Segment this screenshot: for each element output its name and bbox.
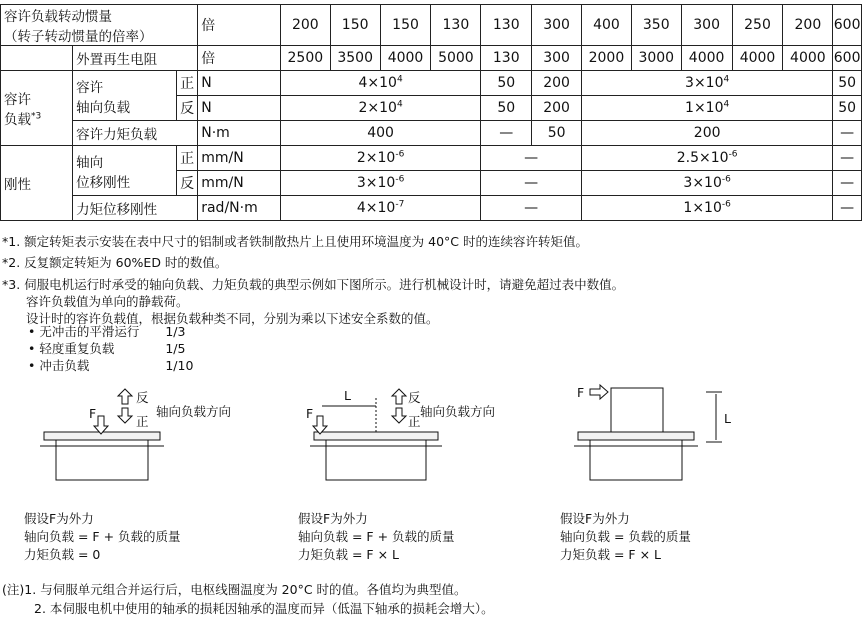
table-cell: 130 bbox=[481, 46, 532, 71]
table-row-rigidity-fwd bbox=[1, 146, 862, 171]
table-cell: 3000 bbox=[631, 46, 681, 71]
table-cell: 50 bbox=[481, 96, 532, 121]
table-cell: 350 bbox=[631, 5, 681, 46]
footer-notes: (注)1. 与伺服单元组合并运行后，电枢线圈温度为 20°C 时的值。各值均为典型值。 2. 本伺服电机中使用的轴承的损耗因轴承的温度而异（低温下轴承的损耗会增大）。 bbox=[2, 582, 494, 616]
rigidity-label: 刚性 bbox=[1, 146, 73, 221]
table-cell: 300 bbox=[532, 5, 582, 46]
unit-cell: N·m bbox=[198, 121, 281, 146]
table-cell: $3\times 10^{-6}$ bbox=[582, 171, 833, 196]
table-cell: — bbox=[833, 121, 862, 146]
table-cell: 4000 bbox=[380, 46, 431, 71]
moment-rigidity-label: 力矩位移刚性 bbox=[73, 196, 198, 221]
table-cell: 200 bbox=[532, 96, 582, 121]
table-cell: 300 bbox=[532, 46, 582, 71]
table-cell: 50 bbox=[833, 71, 862, 96]
unit-cell: mm/N bbox=[198, 146, 281, 171]
table-cell: 600 bbox=[833, 46, 862, 71]
note-1: *1. 额定转矩表示安装在表中尺寸的铝制或者铁制散热片上且使用环境温度为 40°C 时的连续容许转矩值。 bbox=[2, 234, 589, 249]
table-cell: $4\times 10^{-7}$ bbox=[280, 196, 480, 221]
table-cell: $3\times 10^{-6}$ bbox=[280, 171, 480, 196]
spec-table bbox=[0, 4, 862, 221]
table-cell: 4000 bbox=[681, 46, 732, 71]
fig1-fwd-label: 正 bbox=[136, 414, 149, 429]
table-row-moment-rigidity bbox=[1, 196, 862, 221]
inertia-label: 容许负载转动惯量 （转子转动惯量的倍率） bbox=[1, 5, 198, 46]
fig3-f-label: F bbox=[577, 385, 585, 400]
table-cell: $1\times 10^{-6}$ bbox=[582, 196, 833, 221]
list-item: • 无冲击的平滑运行 1/3 bbox=[28, 324, 186, 339]
table-cell: 400 bbox=[280, 121, 480, 146]
table-cell: — bbox=[481, 171, 582, 196]
table-cell: 50 bbox=[532, 121, 582, 146]
table-cell: 250 bbox=[732, 5, 783, 46]
table-row-regen bbox=[1, 46, 862, 71]
unit-cell: N bbox=[198, 71, 281, 96]
table-cell: — bbox=[481, 121, 532, 146]
fig2-rev-label: 反 bbox=[408, 390, 421, 405]
regen-unit: 倍 bbox=[198, 46, 281, 71]
table-cell: 4000 bbox=[783, 46, 833, 71]
blank-cell bbox=[1, 46, 73, 71]
table-cell: $2\times 10^4$ bbox=[280, 96, 480, 121]
table-cell: 130 bbox=[481, 5, 532, 46]
fig2-diagram bbox=[310, 389, 442, 480]
table-cell: 150 bbox=[330, 5, 380, 46]
fig2-l-label: L bbox=[344, 388, 351, 403]
moment-load-label: 容许力矩负载 bbox=[73, 121, 198, 146]
table-cell: 400 bbox=[582, 5, 632, 46]
unit-cell: mm/N bbox=[198, 171, 281, 196]
table-cell: 600 bbox=[833, 5, 862, 46]
allowable-load-label: 容许 负载$^{*3}$ bbox=[1, 71, 73, 146]
fig2-fwd-label: 正 bbox=[408, 414, 421, 429]
table-cell: 200 bbox=[280, 5, 330, 46]
unit-cell: rad/N·m bbox=[198, 196, 281, 221]
fig3-l-label: L bbox=[724, 411, 731, 426]
reverse-label: 反 bbox=[177, 96, 198, 121]
table-row-axial-fwd bbox=[1, 71, 862, 96]
table-cell: — bbox=[481, 196, 582, 221]
table-cell: 130 bbox=[431, 5, 481, 46]
forward-label: 正 bbox=[177, 71, 198, 96]
table-cell: 4000 bbox=[732, 46, 783, 71]
fig1-rev-label: 反 bbox=[136, 390, 149, 405]
table-cell: — bbox=[833, 146, 862, 171]
fig2-direction-label: 轴向负载方向 bbox=[420, 404, 496, 419]
table-cell: 200 bbox=[582, 121, 833, 146]
forward-label: 正 bbox=[177, 146, 198, 171]
fig1-direction-label: 轴向负载方向 bbox=[156, 404, 232, 419]
list-item: • 冲击负载 1/10 bbox=[28, 358, 194, 373]
unit-cell: N bbox=[198, 96, 281, 121]
table-cell: — bbox=[833, 196, 862, 221]
table-cell: 200 bbox=[783, 5, 833, 46]
table-cell: 5000 bbox=[431, 46, 481, 71]
table-cell: 2000 bbox=[582, 46, 632, 71]
regen-label: 外置再生电阻 bbox=[73, 46, 198, 71]
reverse-label: 反 bbox=[177, 171, 198, 196]
fig2-caption: 假设F为外力 轴向负载 = F + 负载的质量 力矩负载 = F × L bbox=[298, 511, 455, 562]
table-cell: $2\times 10^{-6}$ bbox=[280, 146, 480, 171]
fig3-caption: 假设F为外力 轴向负载 = 负载的质量 力矩负载 = F × L bbox=[560, 511, 691, 562]
axial-load-label: 容许 轴向负载 bbox=[73, 71, 177, 121]
axial-rigidity-label: 轴向 位移刚性 bbox=[73, 146, 177, 196]
fig3-diagram bbox=[574, 385, 722, 480]
list-item: • 轻度重复负载 1/5 bbox=[28, 341, 186, 356]
table-cell: 3500 bbox=[330, 46, 380, 71]
table-cell: 300 bbox=[681, 5, 732, 46]
table-cell: $1\times 10^4$ bbox=[582, 96, 833, 121]
table-cell: 50 bbox=[833, 96, 862, 121]
table-cell: 2500 bbox=[280, 46, 330, 71]
note-3: *3. 伺服电机运行时承受的轴向负载、力矩负载的典型示例如下图所示。进行机械设计时，请避免超过表中数值。 容许负载值为单向的静载荷。 设计时的容许负载值，根据负载种类不同，分别为乘以下述安全系数的值。 bbox=[2, 277, 625, 326]
table-row-inertia bbox=[1, 5, 862, 46]
inertia-unit: 倍 bbox=[198, 5, 281, 46]
fig2-f-label: F bbox=[306, 406, 314, 421]
table-cell: — bbox=[481, 146, 582, 171]
table-row-moment-load bbox=[1, 121, 862, 146]
safety-factor-list bbox=[28, 323, 193, 374]
table-cell: $3\times 10^4$ bbox=[582, 71, 833, 96]
table-cell: $2.5\times 10^{-6}$ bbox=[582, 146, 833, 171]
note-2: *2. 反复额定转矩为 60%ED 时的数值。 bbox=[2, 255, 228, 270]
fig1-caption: 假设F为外力 轴向负载 = F + 负载的质量 力矩负载 = 0 bbox=[24, 511, 181, 562]
table-cell: 200 bbox=[532, 71, 582, 96]
table-cell: — bbox=[833, 171, 862, 196]
table-cell: 50 bbox=[481, 71, 532, 96]
load-diagrams bbox=[0, 380, 865, 490]
fig1-f-label: F bbox=[89, 406, 97, 421]
table-cell: $4\times 10^4$ bbox=[280, 71, 480, 96]
table-cell: 150 bbox=[380, 5, 431, 46]
